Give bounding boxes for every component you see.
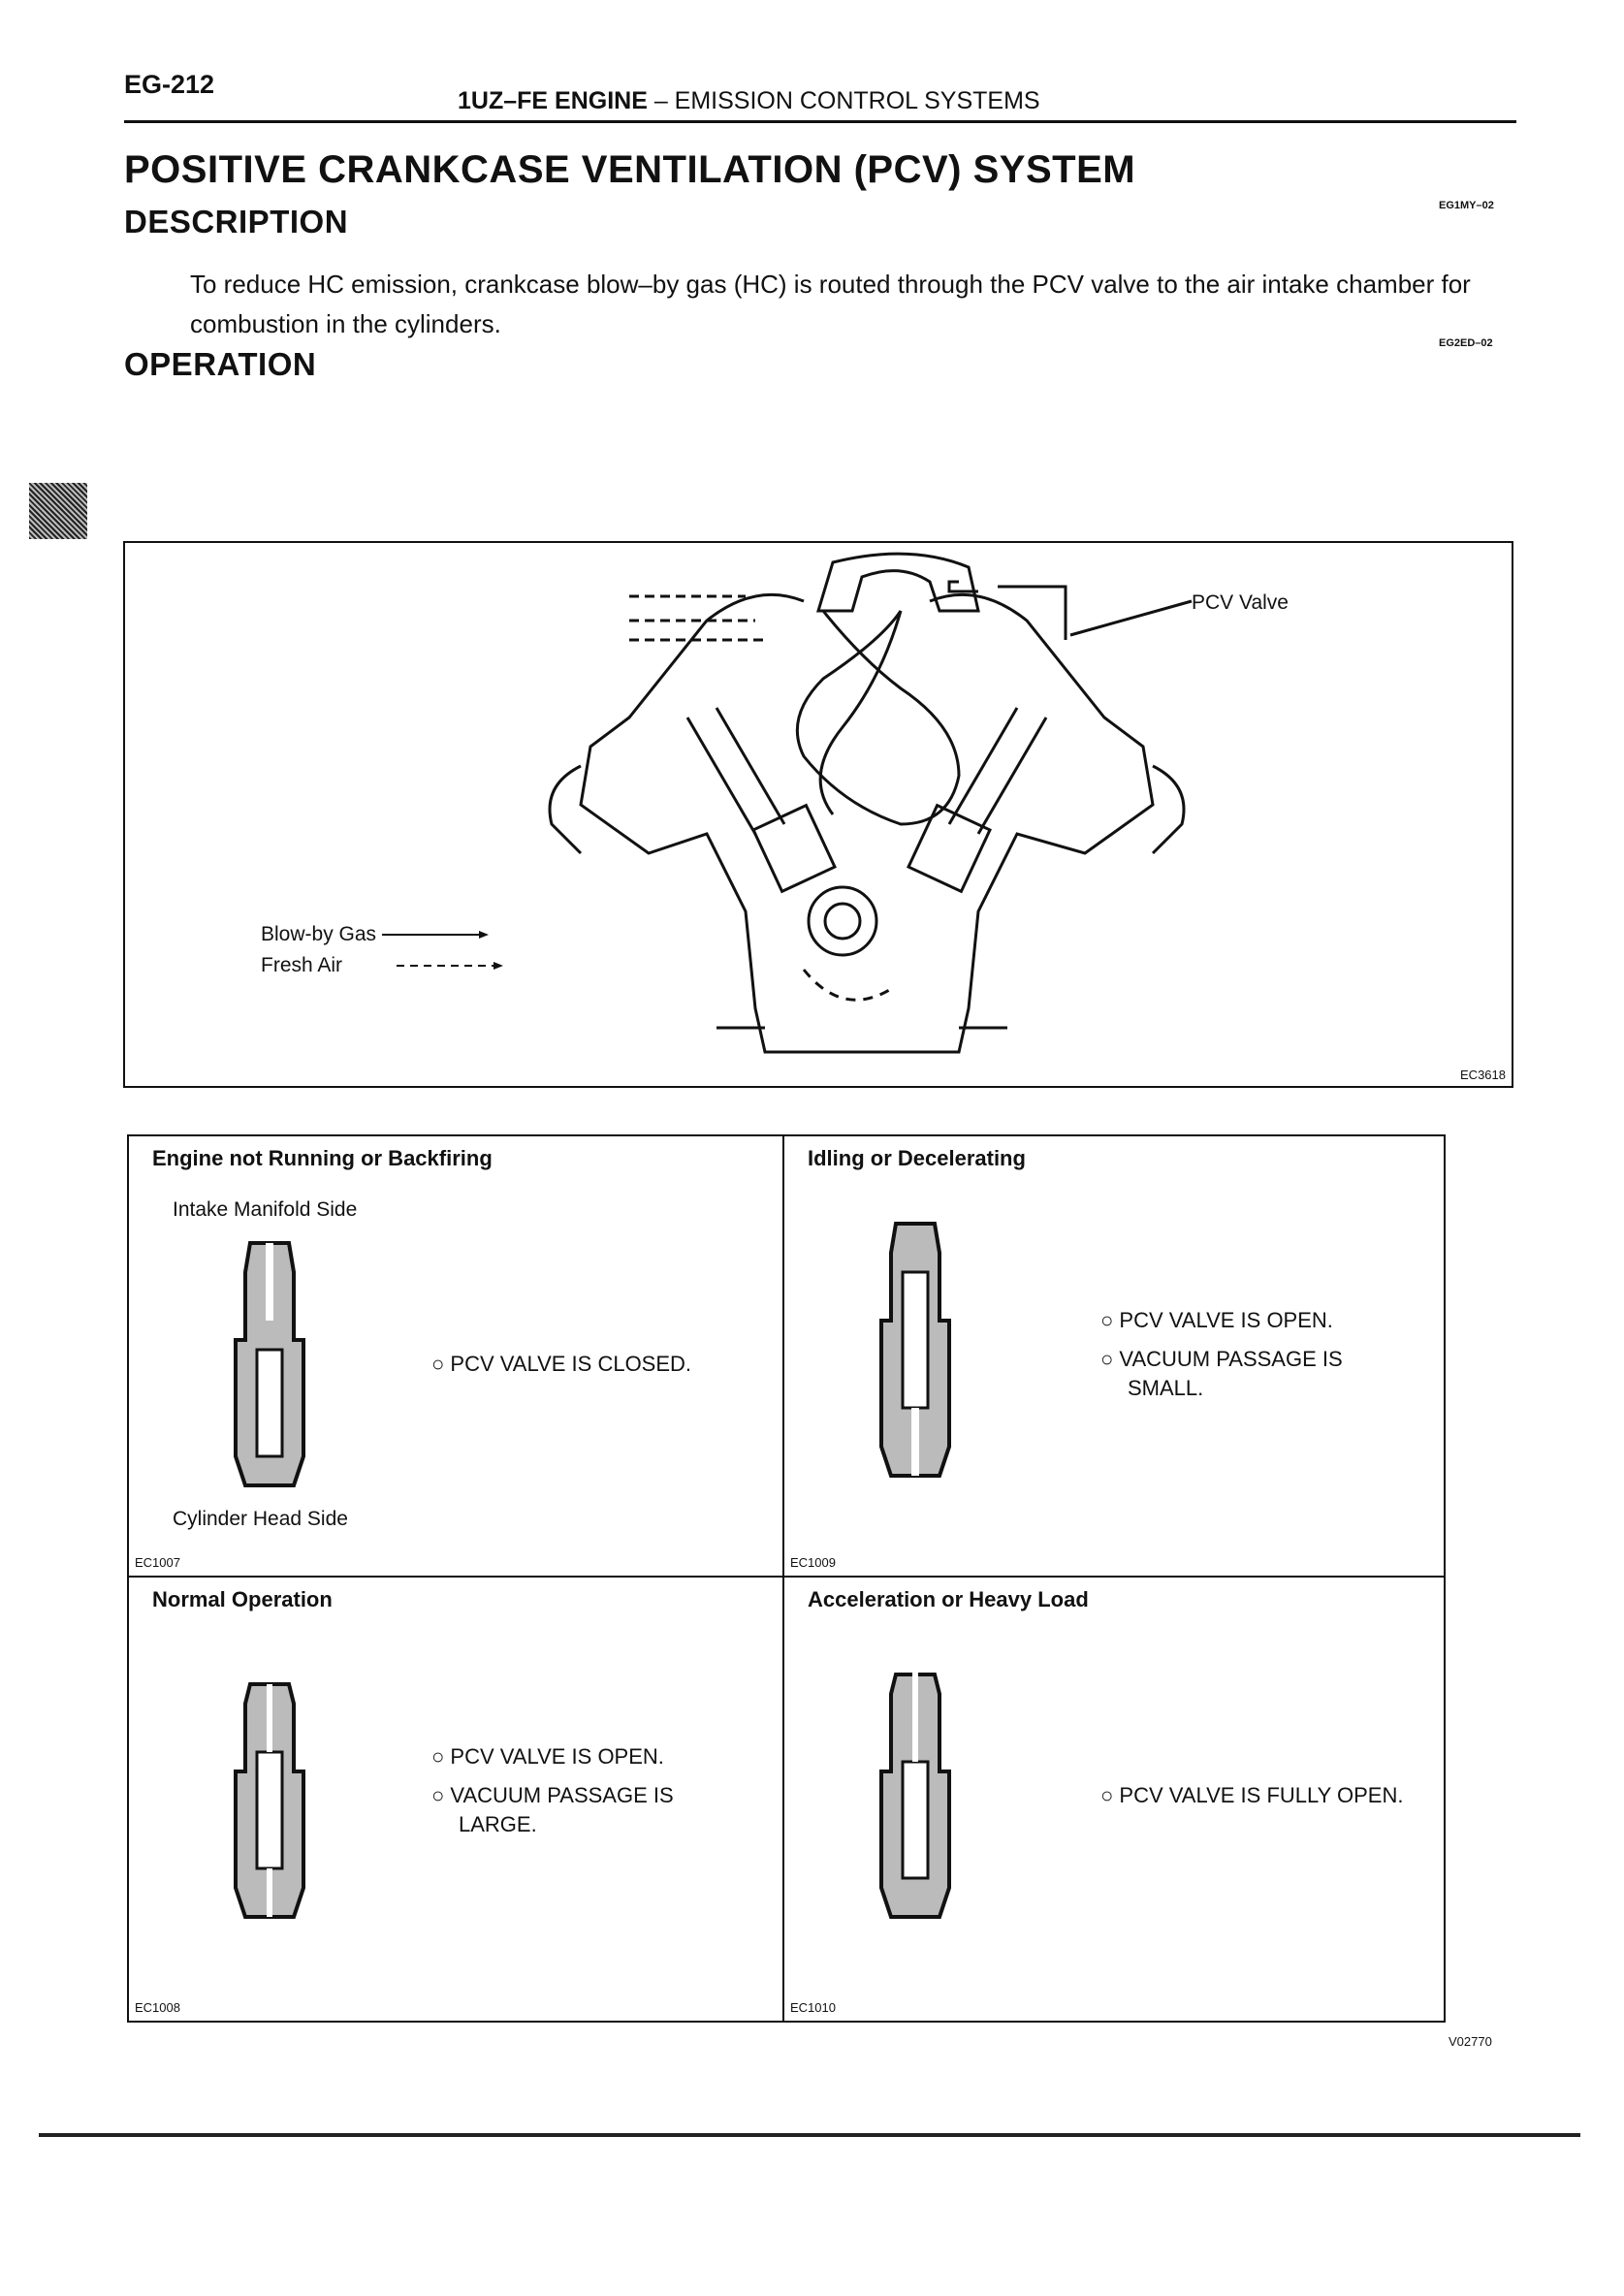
legend-fresh-air-label: Fresh Air [261, 954, 343, 976]
intake-manifold-side-label: Intake Manifold Side [173, 1198, 358, 1221]
mode-title: Idling or Decelerating [808, 1146, 1026, 1170]
figure-code: EC1007 [135, 1555, 180, 1570]
figure-code-v02770: V02770 [1449, 2034, 1492, 2049]
diagram-code: EC3618 [1460, 1068, 1506, 1082]
note-text: VACUUM PASSAGE IS LARGE. [450, 1783, 674, 1836]
running-header-section: – EMISSION CONTROL SYSTEMS [647, 87, 1040, 114]
dashed-arrow-icon [348, 960, 503, 972]
legend-blow-by-gas [261, 923, 489, 946]
note [1100, 1781, 1418, 1810]
page-title: POSITIVE CRANKCASE VENTILATION (PCV) SYSTEM [124, 148, 1136, 191]
pcv-valve-modes-table [127, 1134, 1446, 2023]
note [1100, 1345, 1418, 1403]
page-number: EG-212 [124, 70, 215, 99]
section-tab-eg [29, 483, 87, 539]
running-header [458, 87, 1040, 115]
bullet-circle-icon: ○ [1100, 1308, 1114, 1332]
note-text: PCV VALVE IS OPEN. [450, 1744, 664, 1769]
solid-arrow-icon [382, 929, 489, 941]
operation-code: EG2ED–02 [1439, 337, 1493, 349]
mode-title: Normal Operation [152, 1587, 333, 1611]
mode-title: Engine not Running or Backfiring [152, 1146, 493, 1170]
figure-code: EC1008 [135, 2000, 180, 2015]
bullet-circle-icon: ○ [431, 1783, 445, 1807]
header-rule [124, 120, 1516, 123]
operation-heading: OPERATION [124, 346, 317, 382]
legend-blow-by-gas-label: Blow-by Gas [261, 923, 377, 945]
bullet-circle-icon: ○ [431, 1744, 445, 1769]
note-text: VACUUM PASSAGE IS SMALL. [1119, 1347, 1343, 1400]
pcv-valve-label: PCV Valve [1192, 591, 1289, 614]
pcv-valve-small-opening-illustration [872, 1214, 959, 1485]
figure-code: EC1010 [790, 2000, 836, 2015]
engine-cross-section-illustration [125, 543, 1512, 1086]
legend-fresh-air [261, 954, 503, 977]
note [431, 1350, 691, 1379]
running-header-engine: 1UZ–FE ENGINE [458, 87, 648, 114]
mode-engine-not-running [129, 1136, 784, 1578]
note [1100, 1306, 1333, 1335]
pcv-valve-open-illustration [226, 1674, 313, 1927]
note-text: PCV VALVE IS FULLY OPEN. [1119, 1783, 1404, 1807]
note-text: PCV VALVE IS CLOSED. [450, 1352, 692, 1376]
title-code: EG1MY–02 [1439, 200, 1494, 211]
description-heading: DESCRIPTION [124, 204, 349, 239]
figure-code: EC1009 [790, 1555, 836, 1570]
note [431, 1742, 664, 1771]
bullet-circle-icon: ○ [1100, 1783, 1114, 1807]
mode-title: Acceleration or Heavy Load [808, 1587, 1089, 1611]
note [431, 1781, 749, 1839]
bullet-circle-icon: ○ [431, 1352, 445, 1376]
mode-normal-operation [129, 1578, 784, 2021]
footer-rule [39, 2133, 1580, 2137]
description-text: To reduce HC emission, crankcase blow–by gas (HC) is routed through the PCV valve to the air intake chamber for combustion in the cylinders. [190, 270, 1471, 338]
pcv-system-diagram [123, 541, 1513, 1088]
mode-idling-decelerating [784, 1136, 1444, 1578]
note-text: PCV VALVE IS OPEN. [1119, 1308, 1333, 1332]
mode-acceleration-heavy-load [784, 1578, 1444, 2021]
cylinder-head-side-label: Cylinder Head Side [173, 1508, 348, 1530]
pcv-valve-closed-illustration [226, 1233, 313, 1495]
pcv-valve-fully-open-illustration [872, 1665, 959, 1927]
bullet-circle-icon: ○ [1100, 1347, 1114, 1371]
